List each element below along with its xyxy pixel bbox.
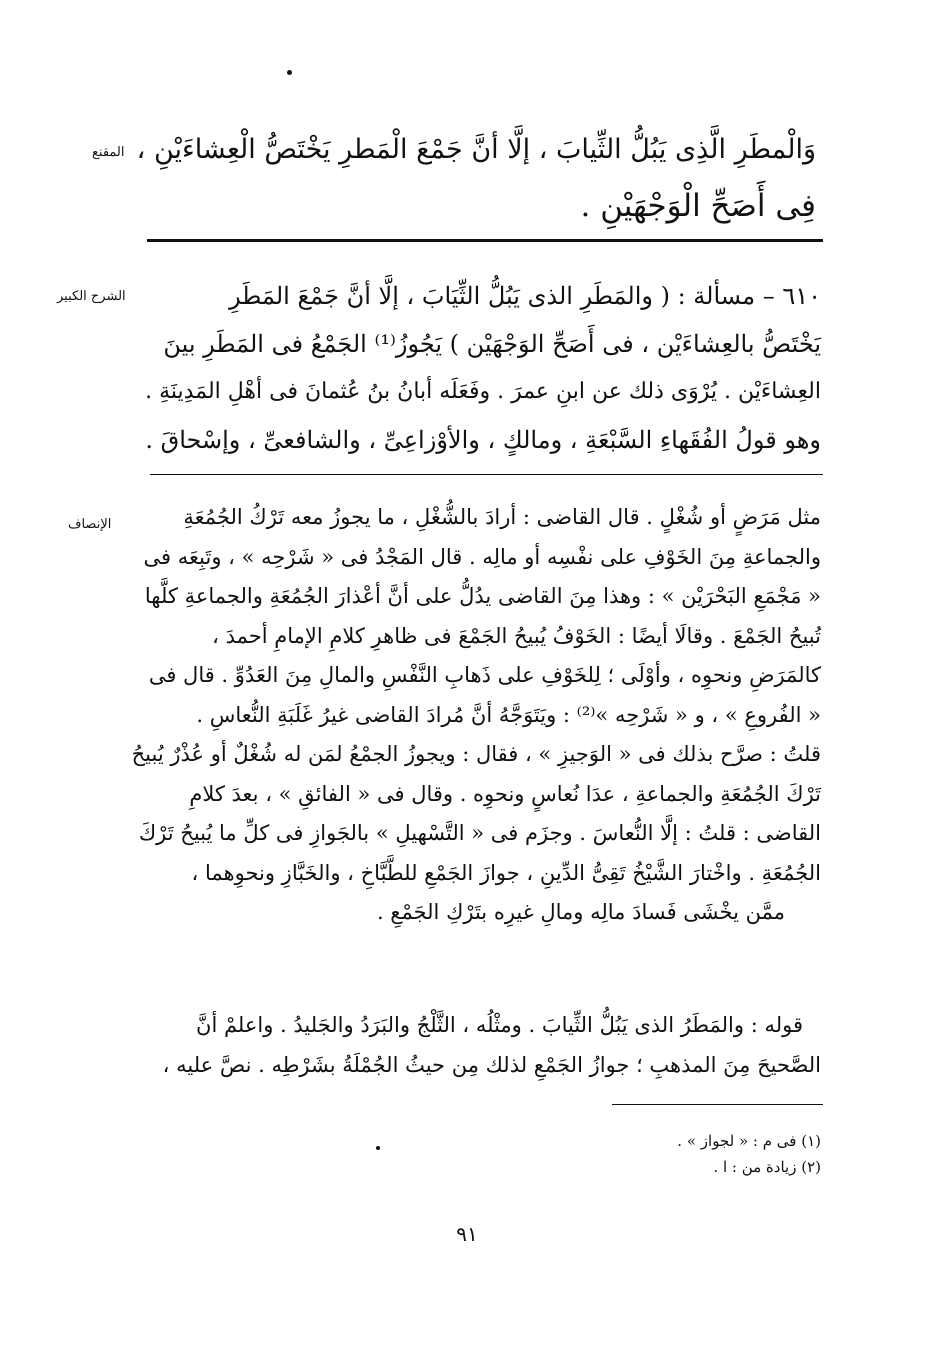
insaf-line: القاضى : قلتُ : إلَّا النُّعاسَ . وجزَم فى « التَّسْهيلِ » بالجَوازِ فى كلِّ ما يُبيحُ تَرْكَ — [138, 821, 821, 845]
insaf-paragraph-1 — [121, 498, 821, 933]
sharh-line: العِشاءَيْن . يُرْوَى ذلك عن ابنِ عمرَ . وفَعَلَه أبانُ بنُ عُثمانَ فى أهْلِ المَدِينَةِ . — [145, 379, 821, 404]
insaf-line: تُبيحُ الجَمْعَ . وقالَا أيضًا : الخَوْفُ يُبيحُ الجَمْعَ فى ظاهرِ كلامِ الإمامِ أحمدَ ، — [212, 623, 821, 648]
insaf-paragraph-2 — [121, 1006, 821, 1085]
speck-mark — [287, 70, 292, 75]
section-label-sharh: الشرح الكبير — [57, 289, 126, 304]
muqni-line: فِى أَصَحِّ الْوَجْهَيْنِ . — [580, 188, 816, 224]
insaf-line: مثل مَرَضٍ أو شُغْلٍ . قال القاضى : أرادَ بالشُّغْلِ ، ما يجوزُ معه تَرْكُ الجُمُعَةِ — [183, 505, 821, 529]
page-number: ٩١ — [456, 1222, 478, 1246]
insaf-line: « الفُروعِ » ، و « شَرْحِه »⁽²⁾ : ويَتَوَجَّهُ أنَّ مُرادَ القاضى غيرُ غَلَبَةِ النُّعاسِ . — [196, 702, 821, 727]
footnotes — [677, 1128, 821, 1180]
sharh-line: يَخْتَصُّ بالعِشاءَيْن ، فى أَصَحِّ الوَجْهَيْن ) يَجُوزُ⁽¹⁾ الجَمْعُ فى المَطَرِ بينَ — [163, 330, 821, 358]
section-label-muqni: المقنع — [92, 145, 125, 160]
footnote-separator — [612, 1104, 823, 1105]
speck-mark — [376, 1146, 380, 1150]
sharh-text — [131, 272, 821, 464]
footnote: (٢) زيادة من : ا . — [713, 1158, 821, 1176]
muqni-text — [126, 122, 816, 234]
sharh-line: ٦١٠ – مسألة : ( والمَطَرِ الذى يَبُلُّ الثِّيَابَ ، إلَّا أنَّ جَمْعَ المَطَرِ — [229, 282, 821, 310]
muqni-line: وَالْمطَرِ الَّذِى يَبُلُّ الثِّيابَ ، إلَّا أنَّ جَمْعَ الْمَطرِ يَخْتَصُّ الْعِشاءَيْنِ ، — [136, 134, 816, 165]
insaf-line: تَرْكَ الجُمُعَةِ والجماعةِ ، عدَا نُعاسٍ ونحوِه . وقال فى « الفائقِ » ، بعدَ كلامِ — [189, 781, 821, 806]
insaf-line: الصَّحيحَ مِنَ المذهبِ ؛ جوازُ الجَمْعِ لذلك مِن حيثُ الجُمْلَةُ بشَرْطِه . نصَّ عليه ، — [162, 1052, 821, 1077]
insaf-line: قلتُ : صرَّح بذلك فى « الوَجيزِ » ، فقال : ويجوزُ الجمْعُ لمَن له شُغْلٌ أو عُذْرٌ يُبيحُ — [131, 742, 821, 766]
insaf-line: الجُمُعَةِ . واخْتارَ الشَّيْخُ تَقِىُّ الدِّينِ ، جوازَ الجَمْعِ للطَّبَّاخِ ، والخَبَّازِ ونحوِهما ، — [191, 860, 821, 885]
insaf-line: والجماعةِ مِنَ الخَوْفِ على نفْسِه أو مالِه . قال المَجْدُ فى « شَرْحِه » ، وتَبِعَه فى — [143, 544, 821, 569]
insaf-line: « مَجْمَعِ البَحْرَيْن » : وهذا مِنَ القاضى يدُلُّ على أنَّ أعْذارَ الجُمُعَةِ والجماعةِ كلَّها — [144, 584, 821, 608]
insaf-line: كالمَرَضِ ونحوِه ، وأوْلَى ؛ لِلخَوْفِ على ذَهابِ النَّفْسِ والمالِ مِنَ العَدُوِّ . قال فى — [148, 663, 821, 687]
insaf-line: ممَّن يخْشَى فَسادَ مالِه ومالِ غيرِه بتَرْكِ الجَمْعِ . — [376, 900, 785, 924]
insaf-line: قوله : والمَطَرُ الذى يَبُلُّ الثِّيابَ . ومثْلُه ، الثَّلْجُ والبَرَدُ والجَليدُ . واعلمْ أنَّ — [196, 1013, 803, 1037]
section-label-insaf: الإنصاف — [68, 517, 112, 532]
section-divider — [150, 474, 823, 475]
footnote: (١) فى م : « لجواز » . — [677, 1132, 821, 1150]
sharh-line: وهو قولُ الفُقَهاءِ السَّبْعَةِ ، ومالكٍ ، والأوْزاعِىِّ ، والشافعىِّ ، وإسْحاقَ . — [145, 426, 821, 454]
section-divider — [147, 239, 823, 242]
